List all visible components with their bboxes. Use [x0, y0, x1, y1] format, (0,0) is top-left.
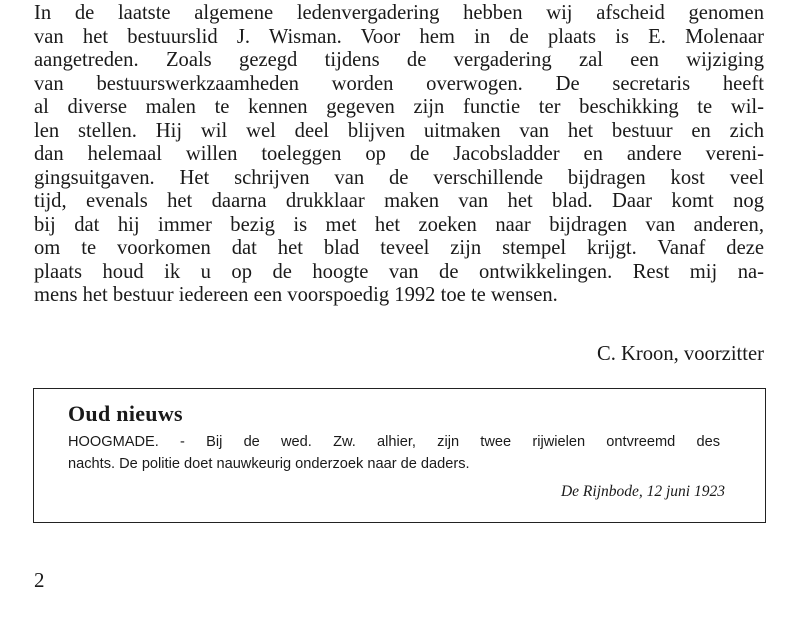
news-line: HOOGMADE. - Bij de wed. Zw. alhier, zijn twee rijwielen ontvreemd des: [68, 434, 720, 450]
article-line: bij dat hij immer bezig is met het zoeken naar bijdragen van anderen,: [34, 213, 764, 236]
article-line: mens het bestuur iedereen een voorspoedig 1992 toe te wensen.: [34, 284, 558, 306]
article-line: len stellen. Hij wil wel deel blijven uitmaken van het bestuur en zich: [34, 119, 764, 142]
article-line: dan helemaal willen toeleggen op de Jacobsladder en andere vereni-: [34, 143, 764, 165]
page-number: 2: [34, 568, 45, 592]
article-line: al diverse malen te kennen gegeven zijn functie ter beschikking te wil-: [34, 96, 764, 118]
article-signature: C. Kroon, voorzitter: [596, 343, 764, 365]
article-line: van bestuurswerkzaamheden worden overwogen. De secretaris heeft: [34, 72, 764, 95]
article-line: plaats houd ik u op de hoogte van de ontwikkelingen. Rest mij na-: [34, 260, 764, 283]
article-line: In de laatste algemene ledenvergadering hebben wij afscheid genomen: [34, 2, 764, 24]
news-box-title: Oud nieuws: [68, 401, 183, 426]
article-line: om te voorkomen dat het blad teveel zijn stempel krijgt. Vanaf deze: [34, 237, 764, 259]
news-box-body: [68, 432, 720, 475]
article-line: aangetreden. Zoals gezegd tijdens de vergadering zal een wijziging: [34, 49, 764, 71]
news-box-source: De Rijnbode, 12 juni 1923: [560, 483, 725, 500]
article-body: [34, 2, 764, 308]
news-box: [33, 388, 766, 523]
article-line: van het bestuurslid J. Wisman. Voor hem in de plaats is E. Molenaar: [34, 25, 764, 48]
article-line: tijd, evenals het daarna drukklaar maken van het blad. Daar komt nog: [34, 190, 764, 212]
news-line: nachts. De politie doet nauwkeurig onderzoek naar de daders.: [68, 455, 470, 472]
article-line: gingsuitgaven. Het schrijven van de verschillende bijdragen kost veel: [34, 166, 764, 189]
